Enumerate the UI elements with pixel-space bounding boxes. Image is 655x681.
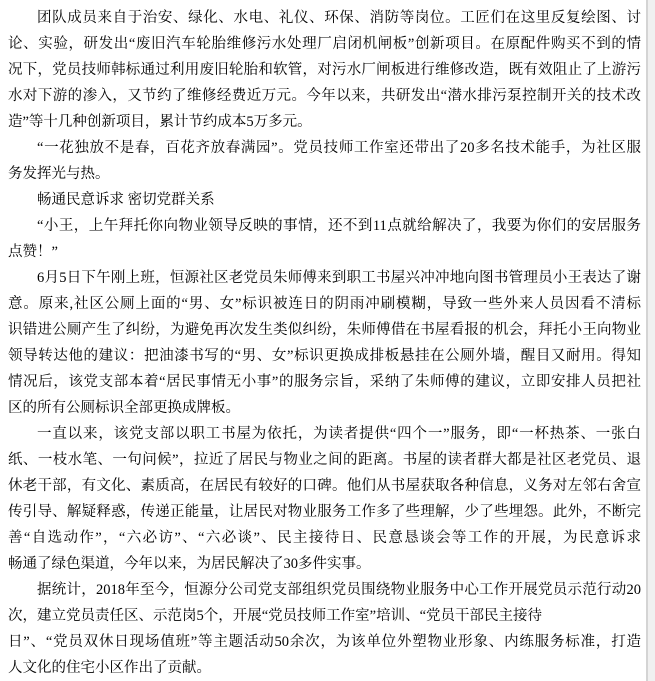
text-line: 造”等十几种创新项目，累计节约成本5万多元。 [8, 114, 312, 130]
text-line: 传引导、解疑释惑，传递正能量，让居民对物业服务工作多了些理解，少了些埋怨。此外，不断完 [8, 504, 641, 520]
text-line: 领导转达他的建议：把油漆书写的“男、女”标识更换成排板悬挂在公厕外墙，醒目又耐用。得知 [8, 348, 641, 364]
text-line: 论、实验，研发出“废旧汽车轮胎维修污水处理厂启闭机闸板”创新项目。在原配件购买不到的情 [8, 36, 641, 52]
text-line: 日”、“党员双休日现场值班”等主题活动50余次，为该单位外塑物业形象、内练服务标准，打造 [8, 634, 641, 650]
text-line: 水对下游的渗入，又节约了维修经费近万元。今年以来，共研发出“潜水排污泵控制开关的技术改 [8, 88, 641, 104]
text-line: 意。原来,社区公厕上面的“男、女”标识被连日的阴雨冲刷模糊，导致一些外来人员因看不清标 [8, 296, 641, 312]
text-line: 纸、一枝水笔、一句问候”，拉近了居民与物业之间的距离。书屋的读者群大都是社区老党员、退 [8, 452, 641, 468]
text-line: 据统计，2018年至今，恒源分公司党支部组织党员围绕物业服务中心工作开展党员示范行动20 [37, 582, 641, 598]
text-line: 畅通民意诉求 密切党群关系 [37, 192, 215, 208]
text-line: 畅通了绿色渠道，今年以来，为居民解决了30多件实事。 [8, 556, 371, 572]
text-line: 务发挥光与热。 [8, 166, 110, 182]
text-line: 善“自选动作”，“六必访”、“六必谈”、民主接待日、民意恳谈会等工作的开展，为民意诉求 [8, 530, 641, 546]
page-right-edge [646, 0, 655, 681]
text-line: “一花独放不是春，百花齐放春满园”。党员技师工作室还带出了20多名技术能手，为社区服 [37, 140, 641, 156]
text-line: 情况后，该党支部本着“居民事情无小事”的服务宗旨，采纳了朱师傅的建议，立即安排人员把社 [8, 374, 641, 390]
text-line: 况下，党员技师韩标通过利用废旧轮胎和软管，对污水厂闸板进行维修改造，既有效阻止了上游污 [8, 62, 641, 78]
text-line: 次，建立党员责任区、示范岗5个，开展“党员技师工作室”培训、“党员干部民主接待 [8, 608, 543, 624]
text-line: 点赞！” [8, 244, 58, 260]
text-line: 6月5日下午刚上班，恒源社区老党员朱师傅来到职工书屋兴冲冲地向图书管理员小王表达了谢 [37, 270, 641, 286]
text-line: 一直以来，该党支部以职工书屋为依托，为读者提供“四个一”服务，即“一杯热茶、一张白 [37, 426, 641, 442]
text-line: 休老干部，有文化、素质高，在居民有较好的口碑。他们从书屋获取各种信息，义务对左邻右舍宣 [8, 478, 641, 494]
text-line: 人文化的住宅小区作出了贡献。 [8, 660, 211, 676]
text-line: 识错进公厕产生了纠纷，为避免再次发生类似纠纷，朱师傅借在书屋看报的机会，拜托小王向物业 [8, 322, 641, 338]
text-line: 团队成员来自于治安、绿化、水电、礼仪、环保、消防等岗位。工匠们在这里反复绘图、讨 [37, 10, 641, 26]
text-line: 区的所有公厕标识全部更换成牌板。 [8, 400, 240, 416]
document-text [8, 5, 641, 681]
text-line: “小王，上午拜托你向物业领导反映的事情，还不到11点就给解决了，我要为你们的安居服务 [37, 218, 641, 234]
